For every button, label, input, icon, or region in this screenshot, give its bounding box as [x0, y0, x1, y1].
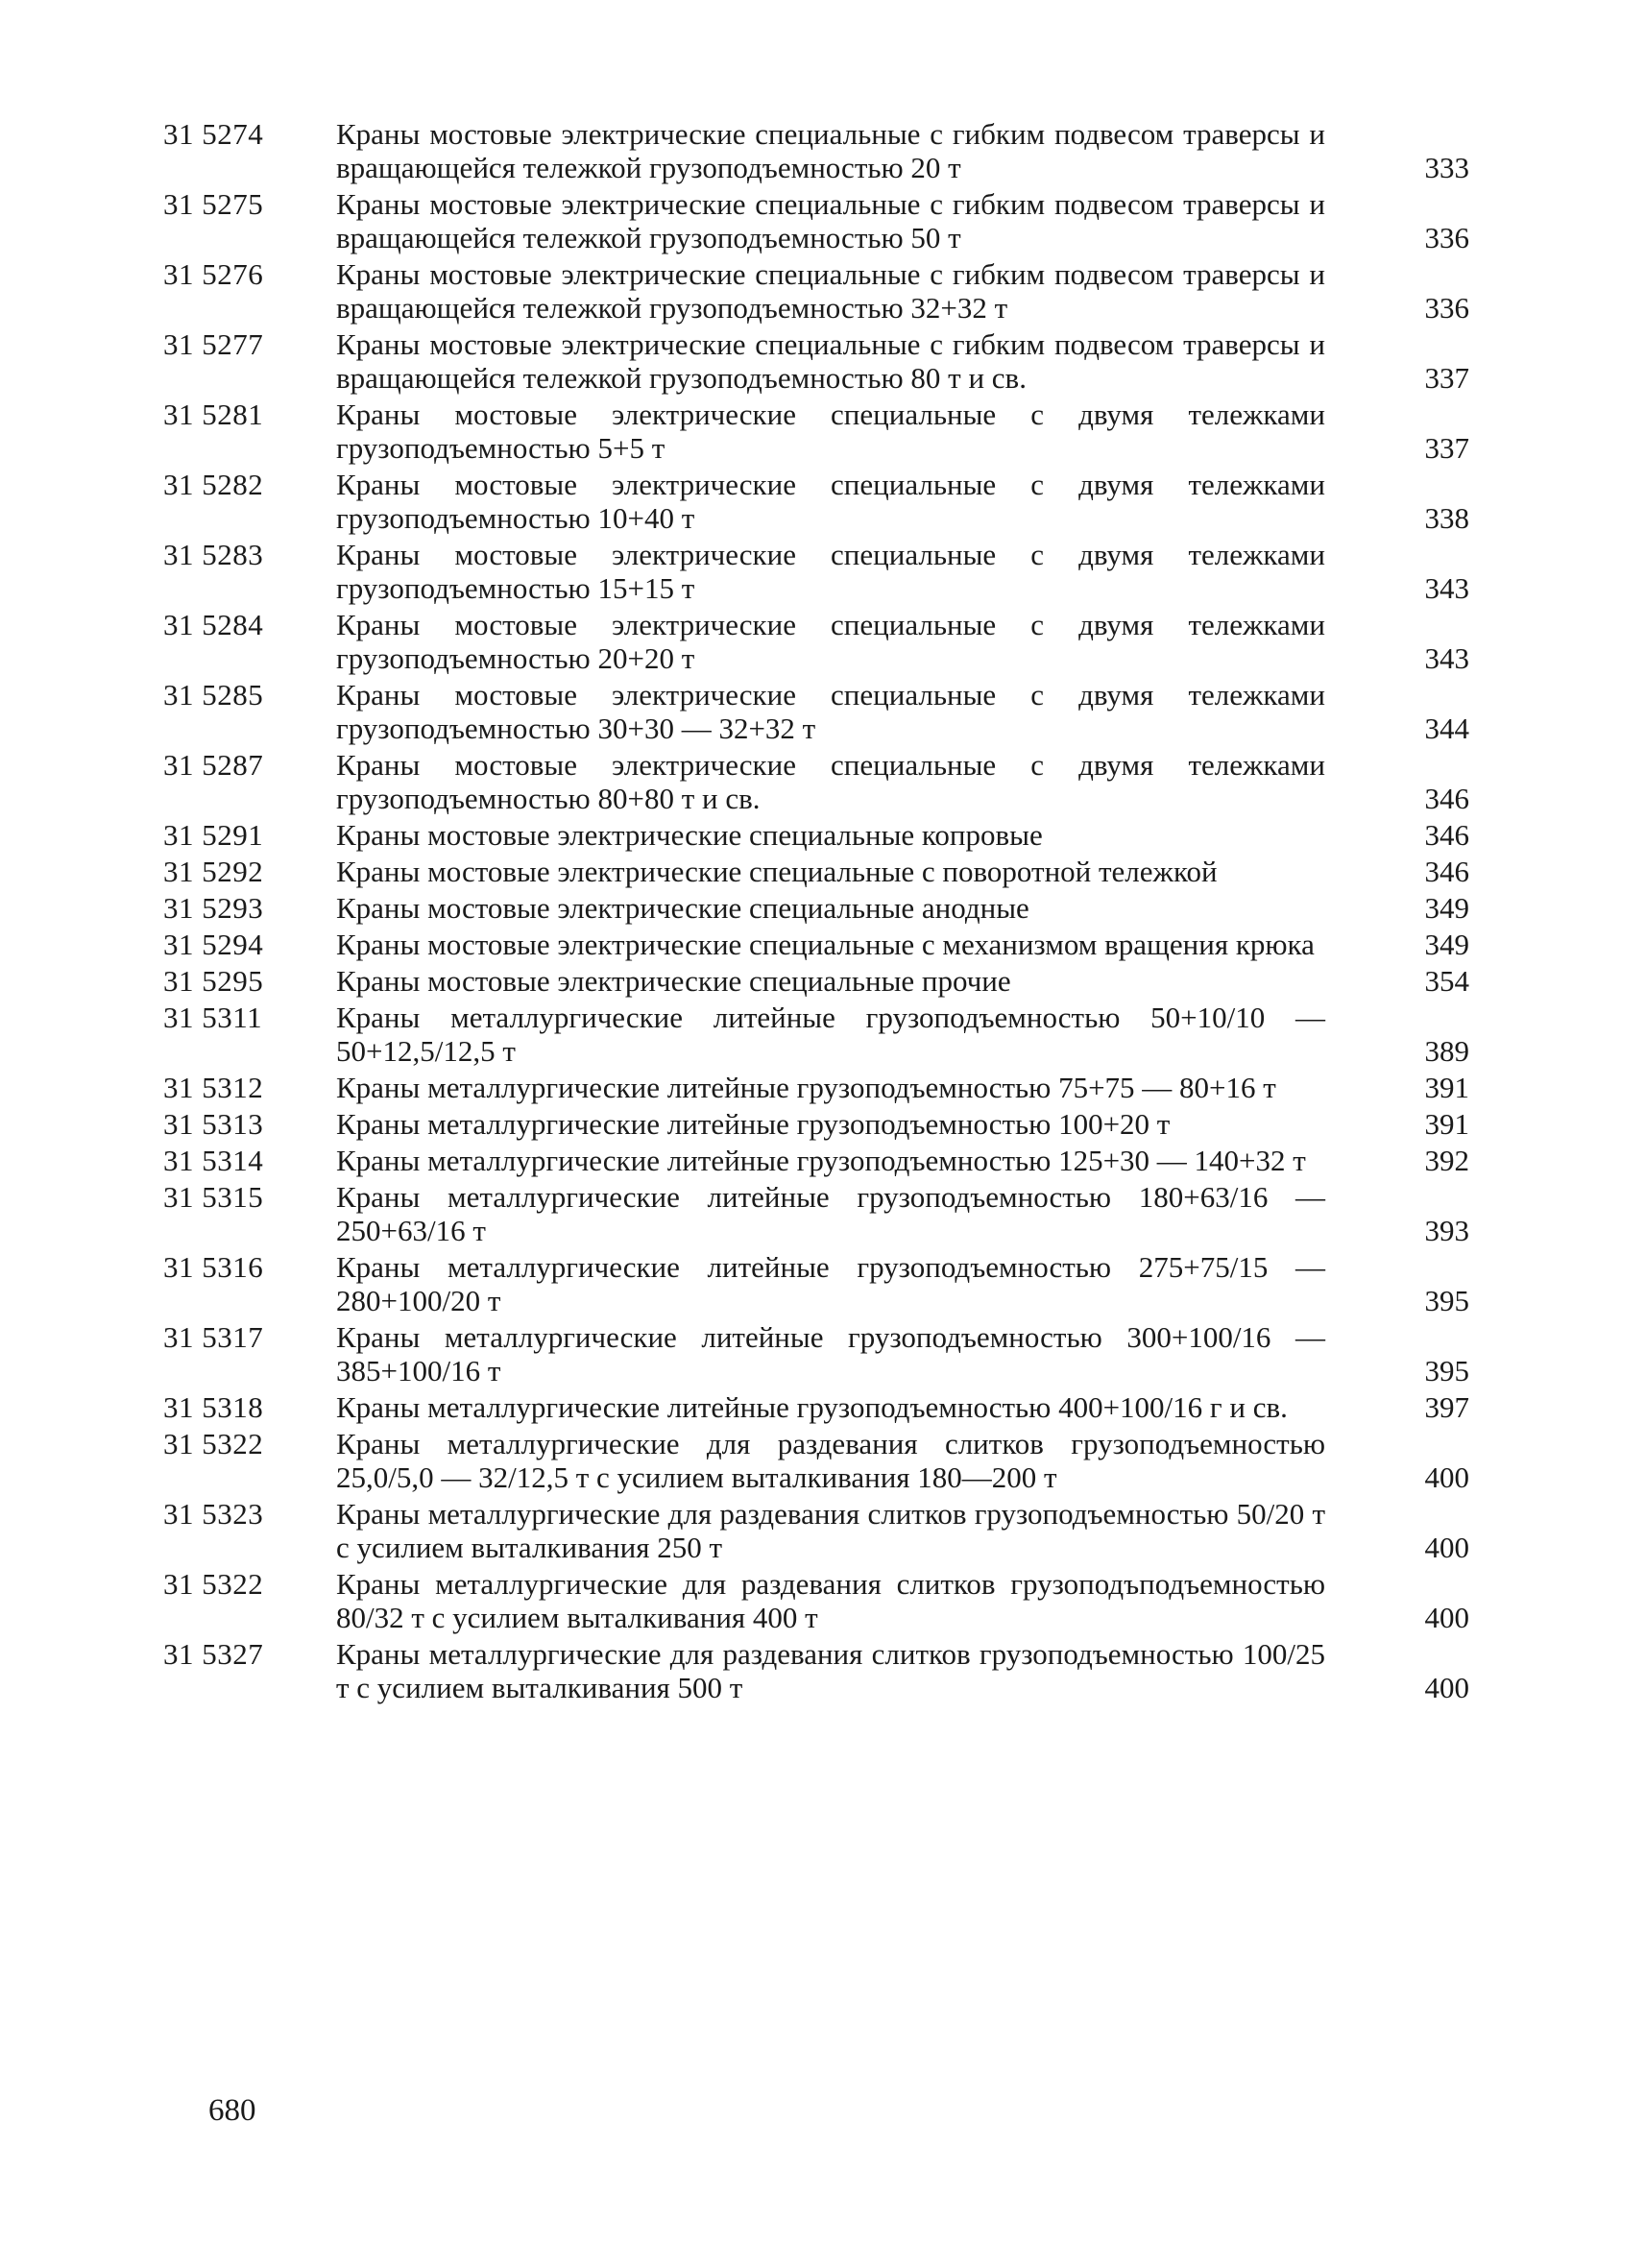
list-item [163, 1071, 1508, 1104]
entry-page-ref: 397 [1424, 1390, 1469, 1424]
list-item [163, 257, 1508, 325]
entry-code: 31 5282 [163, 468, 264, 501]
entry-description: Краны мостовые электрические специальные с поворотной тележкой [336, 855, 1218, 888]
entry-code: 31 5293 [163, 891, 264, 925]
entry-page-ref: 391 [1424, 1107, 1469, 1141]
entry-code: 31 5295 [163, 964, 264, 998]
entry-description: Краны мостовые электрические специальные анодные [336, 891, 1029, 925]
entry-description: Краны мостовые электрические специальные с двумя тележками грузоподъемностью 80+80 т и св. [336, 748, 1325, 815]
entry-description: Краны мостовые электрические специальные с гибким подвесом траверсы и вращающейся тележкой грузоподъемностью 20 т [336, 117, 1325, 184]
entry-description: Краны металлургические для раздевания слитков грузоподъемностью 100/25 т с усилием выталкивания 500 т [336, 1637, 1325, 1704]
list-item [163, 1001, 1508, 1068]
entry-description: Краны металлургические литейные грузоподъемностью 300+100/16 — 385+100/16 т [336, 1320, 1325, 1387]
entry-page-ref: 400 [1424, 1531, 1469, 1564]
entry-description: Краны металлургические литейные грузоподъемностью 180+63/16 — 250+63/16 т [336, 1180, 1325, 1247]
entry-description: Краны металлургические литейные грузоподъемностью 125+30 — 140+32 т [336, 1144, 1306, 1177]
entry-page-ref: 346 [1424, 855, 1469, 888]
list-item [163, 1390, 1508, 1424]
list-item [163, 1567, 1508, 1634]
list-item [163, 855, 1508, 888]
entry-page-ref: 344 [1424, 712, 1469, 745]
list-item [163, 818, 1508, 852]
entry-page-ref: 338 [1424, 501, 1469, 535]
entry-description: Краны мостовые электрические специальные с двумя тележками грузоподъемностью 20+20 т [336, 608, 1325, 675]
entry-page-ref: 393 [1424, 1214, 1469, 1247]
list-item [163, 538, 1508, 605]
list-item [163, 117, 1508, 184]
entry-page-ref: 389 [1424, 1034, 1469, 1068]
entry-page-ref: 336 [1424, 291, 1469, 325]
entry-description: Краны мостовые электрические специальные с двумя тележками грузоподъемностью 15+15 т [336, 538, 1325, 605]
entry-description: Краны металлургические литейные грузоподъемностью 275+75/15 — 280+100/20 т [336, 1250, 1325, 1317]
entry-description: Краны мостовые электрические специальные прочие [336, 964, 1011, 998]
entry-page-ref: 337 [1424, 361, 1469, 395]
entry-code: 31 5327 [163, 1637, 264, 1671]
entry-code: 31 5275 [163, 187, 264, 221]
entry-list [163, 117, 1508, 1707]
entry-code: 31 5312 [163, 1071, 264, 1104]
entry-code: 31 5274 [163, 117, 264, 151]
entry-code: 31 5314 [163, 1144, 264, 1177]
entry-description: Краны металлургические для раздевания слитков грузоподъподъемностью 80/32 т с усилием выталкивания 400 т [336, 1567, 1325, 1634]
list-item [163, 1497, 1508, 1564]
entry-code: 31 5313 [163, 1107, 264, 1141]
entry-page-ref: 349 [1424, 928, 1469, 961]
list-item [163, 964, 1508, 998]
list-item [163, 1427, 1508, 1494]
entry-description: Краны металлургические литейные грузоподъемностью 50+10/10 — 50+12,5/12,5 т [336, 1001, 1325, 1068]
entry-description: Краны мостовые электрические специальные с гибким подвесом траверсы и вращающейся тележкой грузоподъемностью 50 т [336, 187, 1325, 254]
list-item [163, 1320, 1508, 1387]
page-number: 680 [208, 2093, 256, 2128]
entry-description: Краны металлургические литейные грузоподъемностью 75+75 — 80+16 т [336, 1071, 1276, 1104]
entry-page-ref: 336 [1424, 221, 1469, 254]
entry-code: 31 5323 [163, 1497, 264, 1531]
list-item [163, 327, 1508, 395]
entry-code: 31 5322 [163, 1567, 264, 1601]
entry-code: 31 5316 [163, 1250, 264, 1284]
entry-page-ref: 343 [1424, 641, 1469, 675]
list-item [163, 187, 1508, 254]
entry-page-ref: 400 [1424, 1601, 1469, 1634]
entry-code: 31 5281 [163, 398, 264, 431]
entry-description: Краны мостовые электрические специальные с механизмом вращения крюка [336, 928, 1315, 961]
entry-description: Краны мостовые электрические специальные копровые [336, 818, 1043, 852]
list-item [163, 1637, 1508, 1704]
list-item [163, 398, 1508, 465]
entry-description: Краны мостовые электрические специальные с двумя тележками грузоподъемностью 10+40 т [336, 468, 1325, 535]
entry-code: 31 5315 [163, 1180, 264, 1214]
entry-page-ref: 349 [1424, 891, 1469, 925]
entry-code: 31 5318 [163, 1390, 264, 1424]
entry-description: Краны металлургические для раздевания слитков грузоподъемностью 50/20 т с усилием выталкивания 250 т [336, 1497, 1325, 1564]
list-item [163, 678, 1508, 745]
list-item [163, 928, 1508, 961]
entry-description: Краны мостовые электрические специальные с гибким подвесом траверсы и вращающейся тележкой грузоподъемностью 80 т и св. [336, 327, 1325, 395]
entry-page-ref: 354 [1424, 964, 1469, 998]
entry-page-ref: 346 [1424, 782, 1469, 815]
list-item [163, 608, 1508, 675]
entry-description: Краны мостовые электрические специальные с двумя тележками грузоподъемностью 5+5 т [336, 398, 1325, 465]
entry-code: 31 5292 [163, 855, 264, 888]
entry-code: 31 5322 [163, 1427, 264, 1460]
entry-code: 31 5284 [163, 608, 264, 641]
entry-page-ref: 400 [1424, 1671, 1469, 1704]
entry-description: Краны металлургические литейные грузоподъемностью 100+20 т [336, 1107, 1171, 1141]
entry-page-ref: 346 [1424, 818, 1469, 852]
entry-code: 31 5277 [163, 327, 264, 361]
entry-page-ref: 333 [1424, 151, 1469, 184]
entry-description: Краны металлургические для раздевания слитков грузоподъемностью 25,0/5,0 — 32/12,5 т с усилием выталкивания 180—200 т [336, 1427, 1325, 1494]
entry-code: 31 5291 [163, 818, 264, 852]
entry-description: Краны мостовые электрические специальные с гибким подвесом траверсы и вращающейся тележкой грузоподъемностью 32+32 т [336, 257, 1325, 325]
list-item [163, 1180, 1508, 1247]
entry-page-ref: 395 [1424, 1284, 1469, 1317]
entry-description: Краны металлургические литейные грузоподъемностью 400+100/16 г и св. [336, 1390, 1288, 1424]
list-item [163, 1250, 1508, 1317]
list-item [163, 468, 1508, 535]
list-item [163, 1107, 1508, 1141]
entry-code: 31 5285 [163, 678, 264, 712]
entry-code: 31 5294 [163, 928, 264, 961]
entry-page-ref: 391 [1424, 1071, 1469, 1104]
entry-page-ref: 392 [1424, 1144, 1469, 1177]
entry-code: 31 5317 [163, 1320, 264, 1354]
list-item [163, 891, 1508, 925]
entry-page-ref: 337 [1424, 431, 1469, 465]
entry-code: 31 5276 [163, 257, 264, 291]
list-item [163, 1144, 1508, 1177]
entry-code: 31 5311 [163, 1001, 263, 1034]
entry-code: 31 5283 [163, 538, 264, 571]
entry-page-ref: 343 [1424, 571, 1469, 605]
entry-code: 31 5287 [163, 748, 264, 782]
entry-description: Краны мостовые электрические специальные с двумя тележками грузоподъемностью 30+30 — 32+32 т [336, 678, 1325, 745]
entry-page-ref: 395 [1424, 1354, 1469, 1387]
list-item [163, 748, 1508, 815]
entry-page-ref: 400 [1424, 1460, 1469, 1494]
